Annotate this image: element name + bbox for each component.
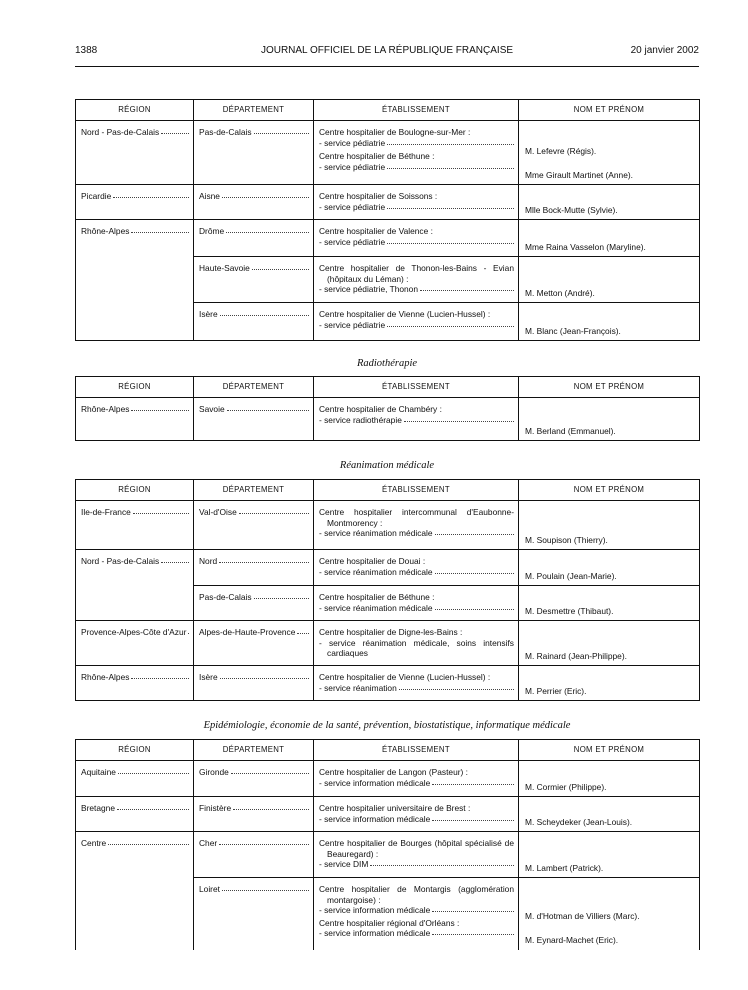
col-header-nom: NOM ET PRÉNOM <box>519 100 700 121</box>
etablissement-cell: Centre hospitalier de Montargis (agglomération montargoise) : - service information médicale Centre hospitalier régional d'Orléans : - service information médicale <box>314 878 519 950</box>
nom-cell: M. Perrier (Eric). <box>519 666 700 701</box>
nom-cell: M. Desmettre (Thibaut). <box>519 586 700 621</box>
col-header-region: RÉGION <box>76 377 194 398</box>
table-row <box>76 550 700 586</box>
col-header-departement: DÉPARTEMENT <box>194 100 314 121</box>
page-header <box>75 45 699 61</box>
departement-cell: Isère <box>199 309 218 319</box>
col-header-departement: DÉPARTEMENT <box>194 480 314 501</box>
nom-cell: M. Lefevre (Régis). Mme Girault Martinet (Anne). <box>519 121 700 185</box>
etablissement-cell: Centre hospitalier de Boulogne-sur-Mer : - service pédiatrie Centre hospitalier de Béthune : - service pédiatrie <box>314 121 519 185</box>
nom-cell: M. Rainard (Jean-Philippe). <box>519 621 700 666</box>
departement-cell: Loiret <box>199 884 220 894</box>
col-header-departement: DÉPARTEMENT <box>194 740 314 761</box>
departement-cell: Haute-Savoie <box>199 263 250 273</box>
table-row <box>76 303 700 341</box>
col-header-nom: NOM ET PRÉNOM <box>519 740 700 761</box>
table-row <box>76 621 700 666</box>
nom-cell: Mme Raina Vasselon (Maryline). <box>519 220 700 257</box>
departement-cell: Alpes-de-Haute-Provence <box>199 627 296 637</box>
region-cell: Aquitaine <box>81 767 116 777</box>
table-row <box>76 878 700 950</box>
etablissement-cell: Centre hospitalier de Digne-les-Bains : - service réanimation médicale, soins intensifs cardiaques <box>314 621 519 666</box>
nom-cell: M. Soupison (Thierry). <box>519 501 700 550</box>
etablissement-cell: Centre hospitalier de Valence : - service pédiatrie <box>314 220 519 257</box>
issue-date: 20 janvier 2002 <box>630 45 699 56</box>
table-row <box>76 121 700 185</box>
region-cell: Rhône-Alpes <box>81 672 130 682</box>
col-header-nom: NOM ET PRÉNOM <box>519 480 700 501</box>
section-title: Epidémiologie, économie de la santé, prévention, biostatistique, informatique médicale <box>203 720 571 731</box>
etablissement-cell: Centre hospitalier de Béthune : - service réanimation médicale <box>314 586 519 621</box>
col-header-etablissement: ÉTABLISSEMENT <box>314 377 519 398</box>
table-row <box>76 666 700 701</box>
table-reanimation <box>75 479 700 701</box>
col-header-etablissement: ÉTABLISSEMENT <box>314 480 519 501</box>
col-header-nom: NOM ET PRÉNOM <box>519 377 700 398</box>
etablissement-cell: Centre hospitalier de Langon (Pasteur) : - service information médicale <box>314 761 519 797</box>
region-cell: Nord - Pas-de-Calais <box>81 127 160 137</box>
departement-cell: Gironde <box>199 767 229 777</box>
departement-cell: Isère <box>199 672 218 682</box>
journal-title: JOURNAL OFFICIEL DE LA RÉPUBLIQUE FRANÇAISE <box>260 45 514 56</box>
departement-cell: Savoie <box>199 404 225 414</box>
col-header-region: RÉGION <box>76 480 194 501</box>
table-row <box>76 586 700 621</box>
etablissement-cell: Centre hospitalier de Vienne (Lucien-Hussel) : - service réanimation <box>314 666 519 701</box>
nom-cell: Mlle Bock-Mutte (Sylvie). <box>519 185 700 220</box>
region-cell: Bretagne <box>81 803 115 813</box>
nom-cell: M. Berland (Emmanuel). <box>519 398 700 441</box>
table-radiotherapie <box>75 376 700 441</box>
etablissement-cell: Centre hospitalier intercommunal d'Eaubonne-Montmorency : - service réanimation médicale <box>314 501 519 550</box>
region-cell: Centre <box>81 838 107 848</box>
departement-cell: Drôme <box>199 226 225 236</box>
region-cell: Picardie <box>81 191 112 201</box>
nom-cell: M. Lambert (Patrick). <box>519 832 700 878</box>
region-cell: Nord - Pas-de-Calais <box>81 556 160 566</box>
departement-cell: Finistère <box>199 803 232 813</box>
etablissement-cell: Centre hospitalier de Bourges (hôpital spécialisé de Beauregard) : - service DIM <box>314 832 519 878</box>
header-rule <box>75 66 699 67</box>
etablissement-cell: Centre hospitalier de Soissons : - service pédiatrie <box>314 185 519 220</box>
table-epidemiologie <box>75 739 700 950</box>
col-header-etablissement: ÉTABLISSEMENT <box>314 740 519 761</box>
departement-cell: Nord <box>199 556 218 566</box>
table-row <box>76 220 700 257</box>
departement-cell: Cher <box>199 838 218 848</box>
nom-cell: M. Cormier (Philippe). <box>519 761 700 797</box>
table-row <box>76 761 700 797</box>
table-row <box>76 832 700 878</box>
col-header-region: RÉGION <box>76 740 194 761</box>
etablissement-cell: Centre hospitalier de Vienne (Lucien-Hussel) : - service pédiatrie <box>314 303 519 341</box>
section-title: Réanimation médicale <box>339 460 435 471</box>
nom-cell: M. d'Hotman de Villiers (Marc). M. Eynard-Machet (Eric). <box>519 878 700 950</box>
etablissement-cell: Centre hospitalier universitaire de Brest : - service information médicale <box>314 797 519 832</box>
col-header-departement: DÉPARTEMENT <box>194 377 314 398</box>
etablissement-cell: Centre hospitalier de Douai : - service réanimation médicale <box>314 550 519 586</box>
region-cell: Ile-de-France <box>81 507 131 517</box>
region-cell: Rhône-Alpes <box>81 226 130 236</box>
nom-cell: M. Metton (André). <box>519 257 700 303</box>
page-number: 1388 <box>75 45 98 56</box>
nom-cell: M. Scheydeker (Jean-Louis). <box>519 797 700 832</box>
etablissement-cell: Centre hospitalier de Chambéry : - service radiothérapie <box>314 398 519 441</box>
table-pediatrie <box>75 99 700 341</box>
col-header-region: RÉGION <box>76 100 194 121</box>
departement-cell: Pas-de-Calais <box>199 592 252 602</box>
table-row <box>76 185 700 220</box>
section-title: Radiothérapie <box>356 358 418 369</box>
region-cell: Rhône-Alpes <box>81 404 130 414</box>
departement-cell: Val-d'Oise <box>199 507 237 517</box>
table-row <box>76 797 700 832</box>
table-row <box>76 398 700 441</box>
nom-cell: M. Blanc (Jean-François). <box>519 303 700 341</box>
nom-cell: M. Poulain (Jean-Marie). <box>519 550 700 586</box>
region-cell: Provence-Alpes-Côte d'Azur <box>81 627 187 637</box>
departement-cell: Aisne <box>199 191 220 201</box>
table-row <box>76 257 700 303</box>
col-header-etablissement: ÉTABLISSEMENT <box>314 100 519 121</box>
etablissement-cell: Centre hospitalier de Thonon-les-Bains - Evian (hôpitaux du Léman) : - service pédiatrie, Thonon <box>314 257 519 303</box>
table-row <box>76 501 700 550</box>
departement-cell: Pas-de-Calais <box>199 127 252 137</box>
